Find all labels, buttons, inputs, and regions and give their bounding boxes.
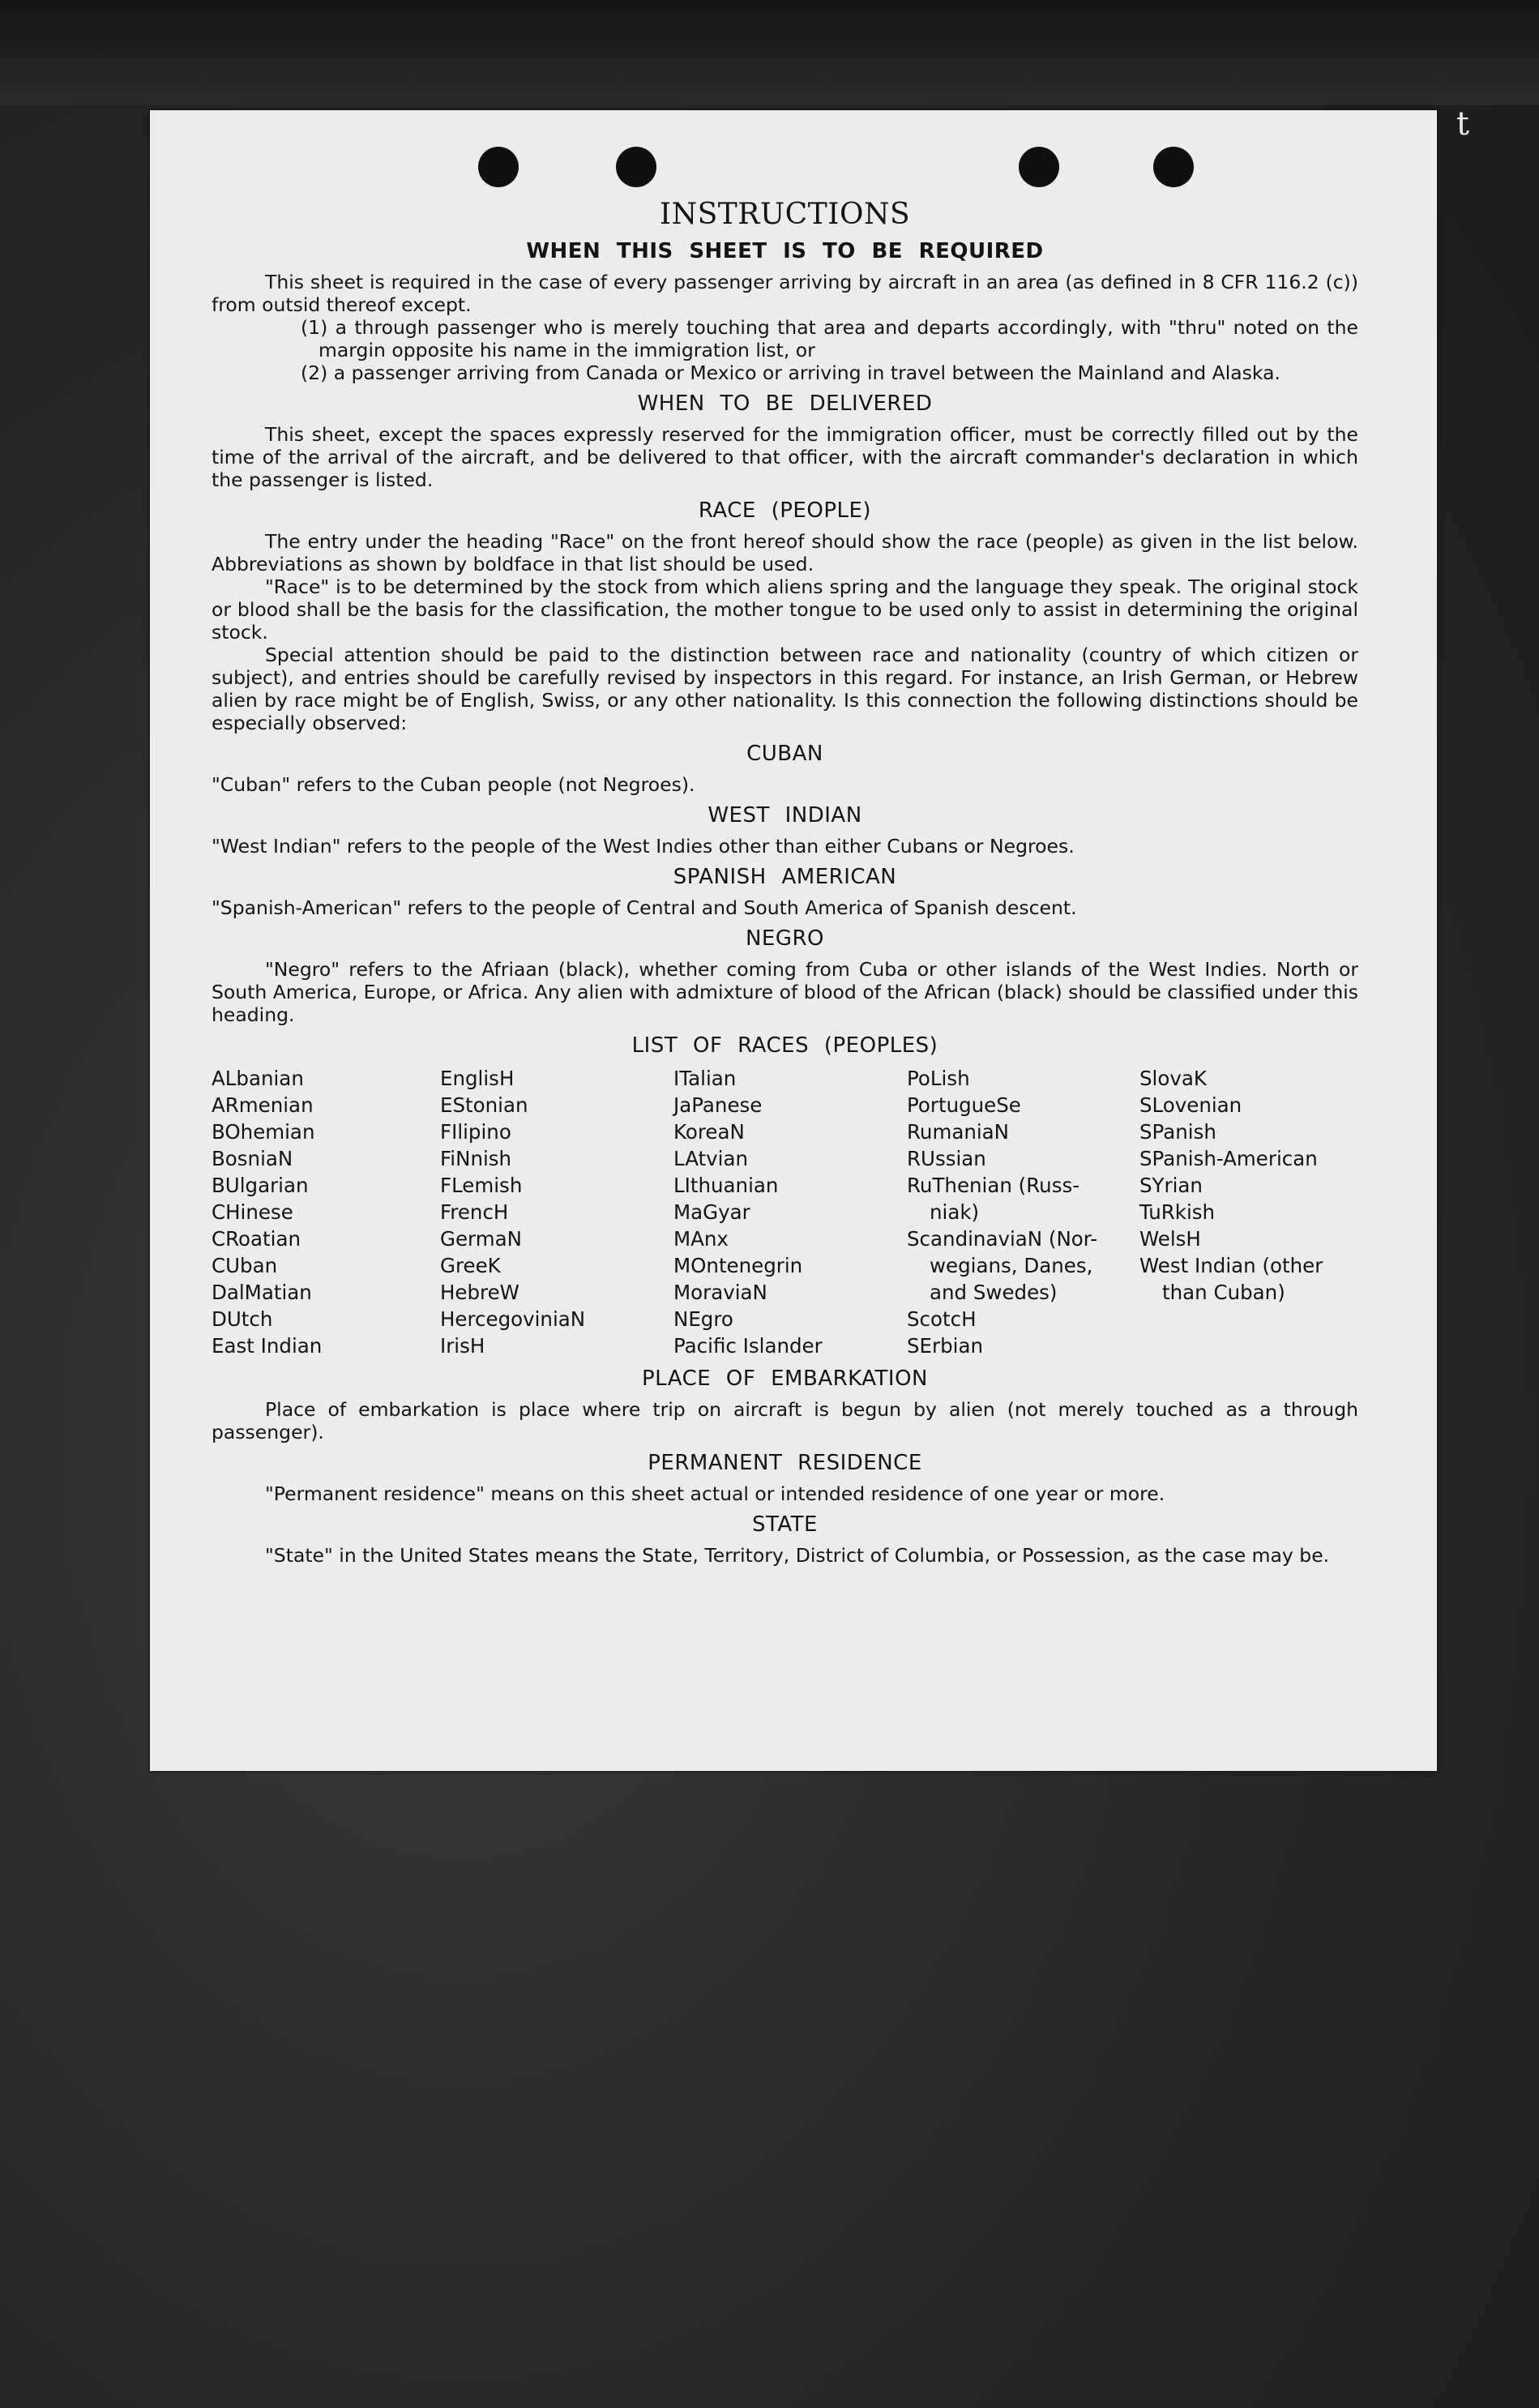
- races-column-3: [673, 1065, 907, 1359]
- race-item: ScotcH: [907, 1307, 977, 1331]
- race-item: NEgro: [673, 1307, 733, 1331]
- race-item: SPanish-American: [1139, 1147, 1318, 1170]
- races-list: [212, 1065, 1358, 1359]
- race-item: KoreaN: [673, 1120, 745, 1144]
- race-item: ALbanian: [212, 1067, 304, 1090]
- race-item-continued: niak): [930, 1200, 980, 1224]
- race-item: BosniaN: [212, 1147, 293, 1170]
- race-item: RUssian: [907, 1147, 986, 1170]
- race-item: IrisH: [440, 1334, 485, 1358]
- race-item: FiNnish: [440, 1147, 512, 1170]
- paragraph-race-2: "Race" is to be determined by the stock from which aliens spring and the language they speak. The original stock or blood shall be the basis for the classification, the mother tongue to be used only to assist in determining the original stock.: [212, 575, 1358, 644]
- heading-spanish-american: SPANISH AMERICAN: [673, 865, 897, 889]
- exception-item-1: (1) a through passenger who is merely touching that area and departs accordingly, with "thru" noted on the margin opposite his name in the immigration list, or: [301, 316, 1358, 361]
- race-item: West Indian (other: [1139, 1254, 1323, 1277]
- races-column-4: [907, 1065, 1139, 1359]
- race-item: LIthuanian: [673, 1174, 779, 1197]
- race-item: PortugueSe: [907, 1093, 1021, 1117]
- race-item: WelsH: [1139, 1227, 1201, 1251]
- punch-hole: [1019, 147, 1059, 187]
- race-item: SPanish: [1139, 1120, 1216, 1144]
- race-item: ITalian: [673, 1067, 737, 1090]
- heading-west-indian: WEST INDIAN: [708, 803, 862, 828]
- race-item: PoLish: [907, 1067, 970, 1090]
- race-item: East Indian: [212, 1334, 323, 1358]
- heading-when-required: WHEN THIS SHEET IS TO BE REQUIRED: [526, 239, 1044, 263]
- race-item-continued: wegians, Danes,: [930, 1254, 1093, 1277]
- race-item: DUtch: [212, 1307, 273, 1331]
- race-item: HebreW: [440, 1281, 519, 1304]
- punch-hole: [616, 147, 656, 187]
- paragraph-residence: "Permanent residence" means on this sheet actual or intended residence of one year or more.: [265, 1482, 1165, 1505]
- race-item: ScandinaviaN (Nor-: [907, 1227, 1098, 1251]
- race-item: SErbian: [907, 1334, 984, 1358]
- race-item: SLovenian: [1139, 1093, 1242, 1117]
- punch-hole: [1153, 147, 1194, 187]
- race-item: Pacific Islander: [673, 1334, 823, 1358]
- race-item: SYrian: [1139, 1174, 1203, 1197]
- races-column-2: [440, 1065, 673, 1359]
- paragraph-race-1: The entry under the heading "Race" on the front hereof should show the race (people) as given in the list below. Abbreviations as shown by boldface in that list should be used.: [212, 530, 1358, 575]
- race-item: TuRkish: [1139, 1200, 1216, 1224]
- race-item: MOntenegrin: [673, 1254, 803, 1277]
- race-item: GreeK: [440, 1254, 501, 1277]
- page-title: INSTRUCTIONS: [659, 198, 911, 231]
- race-item: CRoatian: [212, 1227, 301, 1251]
- instruction-sheet: [150, 105, 1469, 1771]
- race-item: FrencH: [440, 1200, 509, 1224]
- race-item: MoraviaN: [673, 1281, 767, 1304]
- paragraph-negro: "Negro" refers to the Afriaan (black), whether coming from Cuba or other islands of the West Indies. North or South America, Europe, or Africa. Any alien with admixture of blood of the African (black) should be classified under this heading.: [212, 958, 1358, 1026]
- sheet-content: [212, 198, 1358, 1567]
- heading-negro: NEGRO: [745, 926, 825, 951]
- race-item: RuThenian (Russ-: [907, 1174, 1080, 1197]
- scan-background-edge: [0, 0, 1539, 105]
- race-item: DalMatian: [212, 1281, 312, 1304]
- race-item: JaPanese: [673, 1093, 763, 1117]
- paragraph-embarkation: Place of embarkation is place where trip on aircraft is begun by alien (not merely touched as a through passenger).: [212, 1398, 1358, 1444]
- exception-item-2: (2) a passenger arriving from Canada or Mexico or arriving in travel between the Mainland and Alaska.: [301, 361, 1280, 384]
- heading-place-of-embarkation: PLACE OF EMBARKATION: [642, 1367, 928, 1391]
- punch-hole: [478, 147, 519, 187]
- heading-permanent-residence: PERMANENT RESIDENCE: [648, 1451, 922, 1475]
- race-item: BUlgarian: [212, 1174, 309, 1197]
- race-item: BOhemian: [212, 1120, 315, 1144]
- race-item: GermaN: [440, 1227, 522, 1251]
- paragraph-required: This sheet is required in the case of every passenger arriving by aircraft in an area (as defined in 8 CFR 116.2 (c)) from outsid thereof except.: [212, 271, 1358, 316]
- race-item: MaGyar: [673, 1200, 750, 1224]
- race-item: ARmenian: [212, 1093, 314, 1117]
- race-item: FLemish: [440, 1174, 523, 1197]
- race-item: SlovaK: [1139, 1067, 1207, 1090]
- race-item: LAtvian: [673, 1147, 748, 1170]
- paragraph-race-3: Special attention should be paid to the distinction between race and nationality (country of which citizen or subject), and entries should be carefully revised by inspectors in this regard. For instance, an Irish German, or Hebrew alien by race might be of English, Swiss, or any other nationality. Is this connection the following distinctions should be especially observed:: [212, 644, 1358, 734]
- race-item: EStonian: [440, 1093, 528, 1117]
- paragraph-spanish-american: "Spanish-American" refers to the people of Central and South America of Spanish descent.: [212, 896, 1077, 919]
- race-item-continued: and Swedes): [930, 1281, 1058, 1304]
- paragraph-state: "State" in the United States means the State, Territory, District of Columbia, or Possession, as the case may be.: [265, 1544, 1330, 1567]
- heading-state: STATE: [752, 1512, 818, 1537]
- paragraph-delivered: This sheet, except the spaces expressly reserved for the immigration officer, must be correctly filled out by the time of the arrival of the aircraft, and be delivered to that officer, with the aircraft commander's declaration in which the passenger is listed.: [212, 423, 1358, 491]
- race-item: RumaniaN: [907, 1120, 1010, 1144]
- race-item: MAnx: [673, 1227, 729, 1251]
- race-item: FIlipino: [440, 1120, 511, 1144]
- heading-when-delivered: WHEN TO BE DELIVERED: [637, 391, 933, 416]
- race-item: HercegoviniaN: [440, 1307, 586, 1331]
- paragraph-cuban: "Cuban" refers to the Cuban people (not Negroes).: [212, 773, 695, 796]
- heading-race: RACE (PEOPLE): [698, 498, 872, 523]
- race-item: EnglisH: [440, 1067, 515, 1090]
- races-column-1: [212, 1065, 440, 1359]
- corner-mark: t: [1456, 105, 1469, 143]
- race-item: CHinese: [212, 1200, 293, 1224]
- paragraph-west-indian: "West Indian" refers to the people of the West Indies other than either Cubans or Negroes.: [212, 835, 1075, 858]
- heading-list-of-races: LIST OF RACES (PEOPLES): [631, 1033, 938, 1058]
- race-item: CUban: [212, 1254, 278, 1277]
- heading-cuban: CUBAN: [746, 742, 823, 766]
- races-column-5: [1139, 1065, 1358, 1359]
- race-item-continued: than Cuban): [1162, 1281, 1285, 1304]
